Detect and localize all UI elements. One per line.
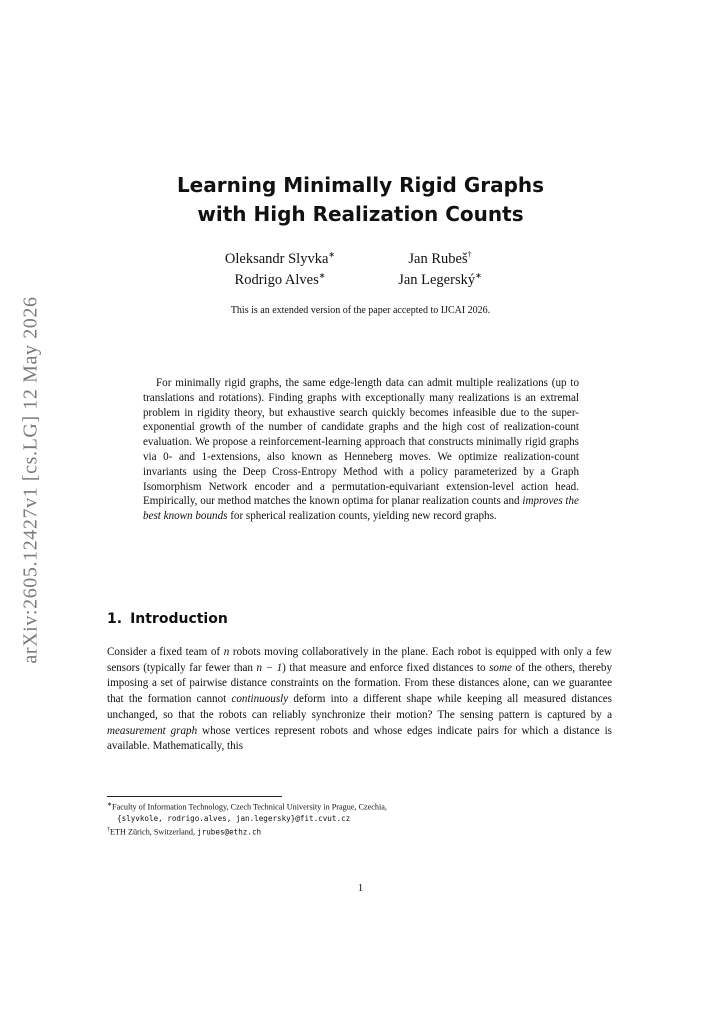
footnote-mark: ∗ bbox=[107, 802, 113, 808]
footnote-mark: † bbox=[107, 826, 110, 833]
emphasis: measurement graph bbox=[107, 724, 198, 737]
email-list: {slyvkole, rodrigo.alves, jan.legersky}@fit.cvut.cz bbox=[117, 814, 351, 824]
author bbox=[200, 271, 360, 289]
intro-paragraph bbox=[107, 645, 612, 755]
author-name: Oleksandr Slyvka bbox=[224, 250, 329, 267]
affiliation-mark: ∗ bbox=[475, 270, 482, 280]
intro-text: of the others, thereby imposing a set of pairwise distance constraints on the formation. From these distances alone, can we guarantee that the formation cannot bbox=[107, 661, 612, 706]
author bbox=[360, 250, 520, 268]
footnote-text: Faculty of Information Technology, Czech Technical University in Prague, Czechia, bbox=[112, 802, 387, 812]
abstract-emphasis: improves the best known bounds bbox=[143, 495, 579, 523]
author-list bbox=[200, 250, 520, 289]
paper-title bbox=[0, 171, 721, 229]
footnote-rule bbox=[107, 796, 282, 797]
intro-text: Consider a fixed team of bbox=[107, 646, 224, 658]
author-name: Rodrigo Alves bbox=[234, 271, 319, 288]
author bbox=[200, 250, 360, 268]
footnote-2 bbox=[107, 825, 612, 838]
section-title: Introduction bbox=[130, 611, 228, 627]
abstract-text: For minimally rigid graphs, the same edge-length data can admit multiple realizations (up to translations and rotations). Finding graphs with exceptionally many realizations is an extremal problem in rigidity theory, but exhaustive search quickly becomes infeasible due to the super-exponential growth of the number of candidate graphs and the high cost of realization-count evaluation. We propose a reinforcement-learning approach that constructs minimally rigid graphs via 0- and 1-extensions, also known as Henneberg moves. We optimize realization-count invariants using the Deep Cross-Entropy Method with a policy parameterized by a Graph Isomorphism Network encoder and a permutation-equivariant extension-level action head. Empirically, our method matches the known optima for planar realization counts and bbox=[143, 377, 579, 508]
email: jrubes@ethz.ch bbox=[197, 827, 262, 837]
math-variable: n bbox=[223, 646, 230, 658]
arxiv-identifier: arXiv:2605.12427v1 [cs.LG] 12 May 2026 bbox=[19, 296, 42, 664]
section-heading bbox=[107, 611, 228, 627]
intro-text: ) that measure and enforce fixed distances to bbox=[282, 661, 490, 674]
footnotes bbox=[107, 800, 612, 838]
section-number: 1. bbox=[107, 611, 123, 627]
footnote-1 bbox=[107, 800, 612, 813]
version-note: This is an extended version of the paper accepted to IJCAI 2026. bbox=[230, 305, 491, 316]
affiliation-mark: ∗ bbox=[328, 250, 336, 259]
author-name: Jan Rubeš bbox=[408, 250, 468, 267]
affiliation-mark: † bbox=[467, 250, 472, 259]
intro-text: whose vertices represent robots and whose edges indicate pairs for which a distance is available. Mathematically, this bbox=[107, 724, 612, 753]
author bbox=[360, 271, 520, 289]
emphasis: continuously bbox=[231, 693, 289, 706]
footnote-text: ETH Zürich, Switzerland, bbox=[110, 827, 198, 837]
intro-text: robots moving collaboratively in the plane. Each robot is equipped with only a few sensors (typically far fewer than bbox=[107, 646, 612, 674]
intro-text: deform into a different shape while keeping all measured distances unchanged, so that the robots can reliably synchronize their motion? The sensing pattern is captured by a bbox=[107, 693, 612, 721]
author-name: Jan Legerský bbox=[398, 271, 476, 288]
affiliation-mark: ∗ bbox=[318, 270, 326, 280]
emphasis: some bbox=[489, 661, 512, 674]
page-number: 1 bbox=[357, 882, 364, 894]
title-line-1: Learning Minimally Rigid Graphs bbox=[176, 173, 545, 197]
abstract-text: for spherical realization counts, yielding new record graphs. bbox=[227, 510, 497, 523]
math-expression: n − 1 bbox=[256, 661, 283, 674]
footnote-1-emails bbox=[107, 813, 612, 825]
abstract bbox=[143, 376, 579, 524]
title-line-2: with High Realization Counts bbox=[197, 202, 524, 226]
